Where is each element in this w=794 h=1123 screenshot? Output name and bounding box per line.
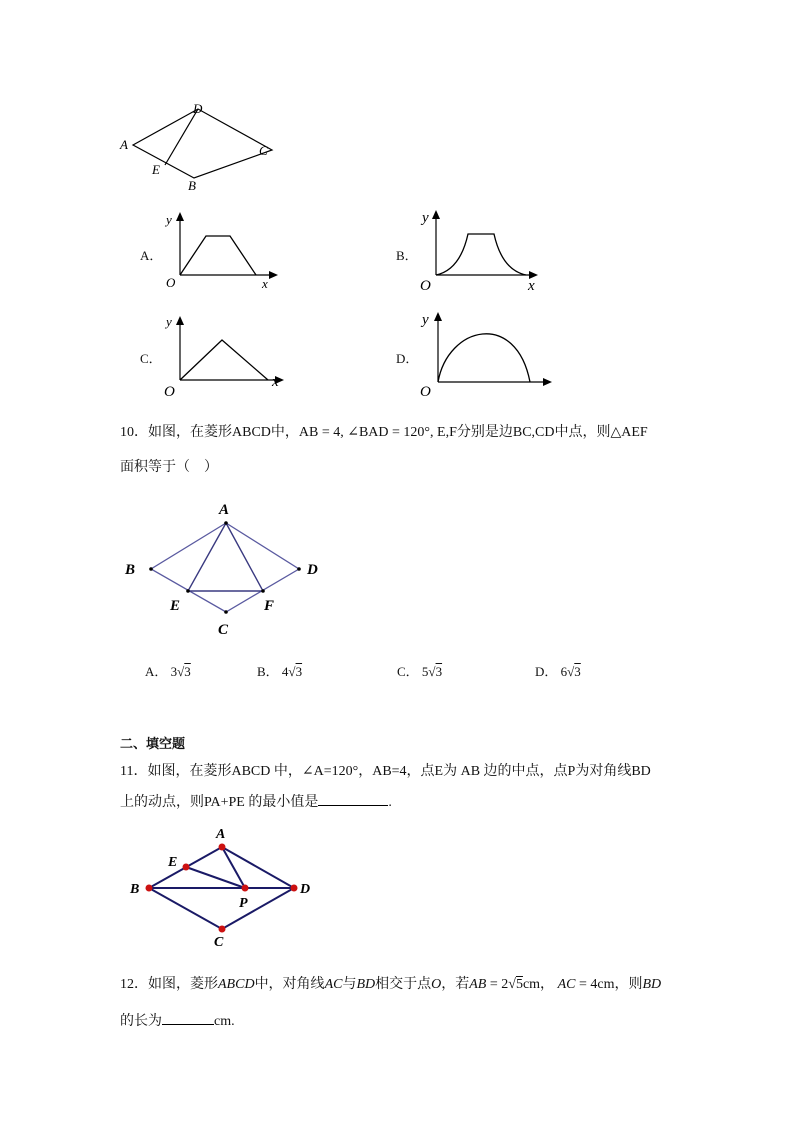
point-label-a: A bbox=[120, 137, 128, 152]
point-label-e: E bbox=[170, 598, 181, 614]
x-label: x bbox=[528, 278, 535, 294]
y-axis-arrow bbox=[176, 212, 184, 221]
q10-option-b[interactable]: B． 4√3 bbox=[257, 664, 303, 679]
origin-label: O bbox=[420, 384, 431, 398]
curved-trapezoid bbox=[436, 234, 526, 275]
q9-option-d-label[interactable]: D． bbox=[396, 351, 419, 366]
q9-option-c-graph[interactable] bbox=[160, 312, 295, 398]
option-radicand: 3 bbox=[184, 664, 191, 679]
option-coef: 4 bbox=[281, 664, 289, 679]
point-e bbox=[186, 589, 190, 593]
origin-label: O bbox=[420, 278, 431, 294]
point-label-d: D bbox=[307, 562, 318, 578]
point-label-d: D bbox=[300, 882, 311, 897]
point-f bbox=[261, 589, 265, 593]
q10-line2: 面积等于（ ） bbox=[120, 460, 218, 475]
option-radicand: 3 bbox=[295, 664, 303, 679]
point-c bbox=[224, 610, 228, 614]
point-label-c: C bbox=[259, 143, 268, 158]
point-label-d: D bbox=[193, 101, 203, 116]
answer-blank[interactable] bbox=[162, 1011, 214, 1025]
point-b bbox=[146, 885, 153, 892]
section-title: 二、填空题 bbox=[120, 737, 186, 752]
option-coef: 3 bbox=[170, 664, 178, 679]
point-c bbox=[219, 926, 226, 933]
point-d bbox=[297, 567, 301, 571]
y-label: y bbox=[166, 212, 172, 227]
q9-rhombus-figure bbox=[110, 96, 280, 196]
q11-line1: 11．如图，在菱形ABCD 中，∠A=120°，AB=4，点E为 AB 边的中点，点P为对角线BD bbox=[120, 764, 651, 779]
y-label: y bbox=[422, 210, 429, 226]
q11-line2-text: 上的动点，则PA+PE 的最小值是 bbox=[120, 795, 319, 810]
answer-blank[interactable] bbox=[318, 792, 388, 806]
x-label: x bbox=[262, 276, 268, 291]
origin-label: O bbox=[166, 275, 176, 290]
point-label-e: E bbox=[152, 162, 160, 177]
option-label: A． bbox=[145, 664, 168, 679]
point-a bbox=[224, 521, 228, 525]
point-a bbox=[219, 844, 226, 851]
q11-line2 bbox=[120, 791, 392, 811]
parabola-curve bbox=[438, 334, 530, 382]
segment-de bbox=[165, 109, 198, 165]
x-axis-arrow bbox=[543, 378, 552, 386]
q9-option-b-label[interactable]: B． bbox=[396, 248, 418, 263]
q11-line2-end: . bbox=[388, 795, 392, 810]
option-coef: 5 bbox=[421, 664, 429, 679]
point-label-b: B bbox=[130, 882, 140, 897]
q9-option-b-graph[interactable] bbox=[416, 206, 546, 294]
point-p bbox=[242, 885, 249, 892]
option-label: D． bbox=[535, 664, 558, 679]
x-label: x bbox=[272, 374, 279, 390]
segment-pe bbox=[186, 867, 245, 888]
option-coef: 6 bbox=[560, 664, 568, 679]
trapezoid-curve bbox=[180, 236, 256, 275]
point-label-f: F bbox=[264, 598, 275, 614]
option-label: B． bbox=[257, 664, 279, 679]
q11-rhombus-figure bbox=[122, 820, 322, 952]
origin-label: O bbox=[164, 384, 175, 398]
option-radicand: 3 bbox=[574, 664, 581, 679]
point-label-b: B bbox=[125, 562, 136, 578]
q9-option-a-label[interactable]: A． bbox=[140, 248, 163, 263]
x-axis-arrow bbox=[269, 271, 278, 279]
q10-option-a[interactable]: A． 3√3 bbox=[145, 664, 191, 679]
point-b bbox=[149, 567, 153, 571]
point-label-a: A bbox=[216, 827, 226, 842]
y-label: y bbox=[166, 314, 172, 329]
point-label-a: A bbox=[219, 502, 230, 518]
triangle-aef bbox=[188, 523, 263, 591]
q9-option-d-graph[interactable] bbox=[416, 306, 561, 398]
triangle-curve bbox=[180, 340, 268, 380]
q9-option-a-graph[interactable] bbox=[160, 208, 290, 292]
point-label-b: B bbox=[188, 178, 196, 193]
q10-line1: 10．如图，在菱形ABCD中，AB = 4, ∠BAD = 120°, E,F分别是边BC,CD中点，则△AEF bbox=[120, 425, 648, 440]
q9-option-c-label[interactable]: C． bbox=[140, 351, 162, 366]
q12-line2: 的长为 cm. bbox=[120, 1010, 235, 1030]
y-axis-arrow bbox=[432, 210, 440, 219]
q10-option-d[interactable]: D． 6√3 bbox=[535, 664, 581, 679]
y-axis-arrow bbox=[176, 316, 184, 325]
point-label-c: C bbox=[214, 935, 224, 950]
y-axis-arrow bbox=[434, 312, 442, 321]
point-label-c: C bbox=[218, 622, 229, 638]
q10-rhombus-figure bbox=[118, 496, 338, 642]
point-e bbox=[183, 864, 190, 871]
y-label: y bbox=[422, 312, 429, 328]
point-label-p: P bbox=[239, 896, 248, 911]
option-label: C． bbox=[397, 664, 419, 679]
q12-line1: 12．如图，菱形ABCD中，对角线AC与BD相交于点O，若AB = 2√5cm， AC = 4cm，则BD bbox=[120, 977, 662, 992]
point-d bbox=[291, 885, 298, 892]
q10-option-c[interactable]: C． 5√3 bbox=[397, 664, 443, 679]
point-label-e: E bbox=[168, 855, 178, 870]
option-radicand: 3 bbox=[435, 664, 443, 679]
